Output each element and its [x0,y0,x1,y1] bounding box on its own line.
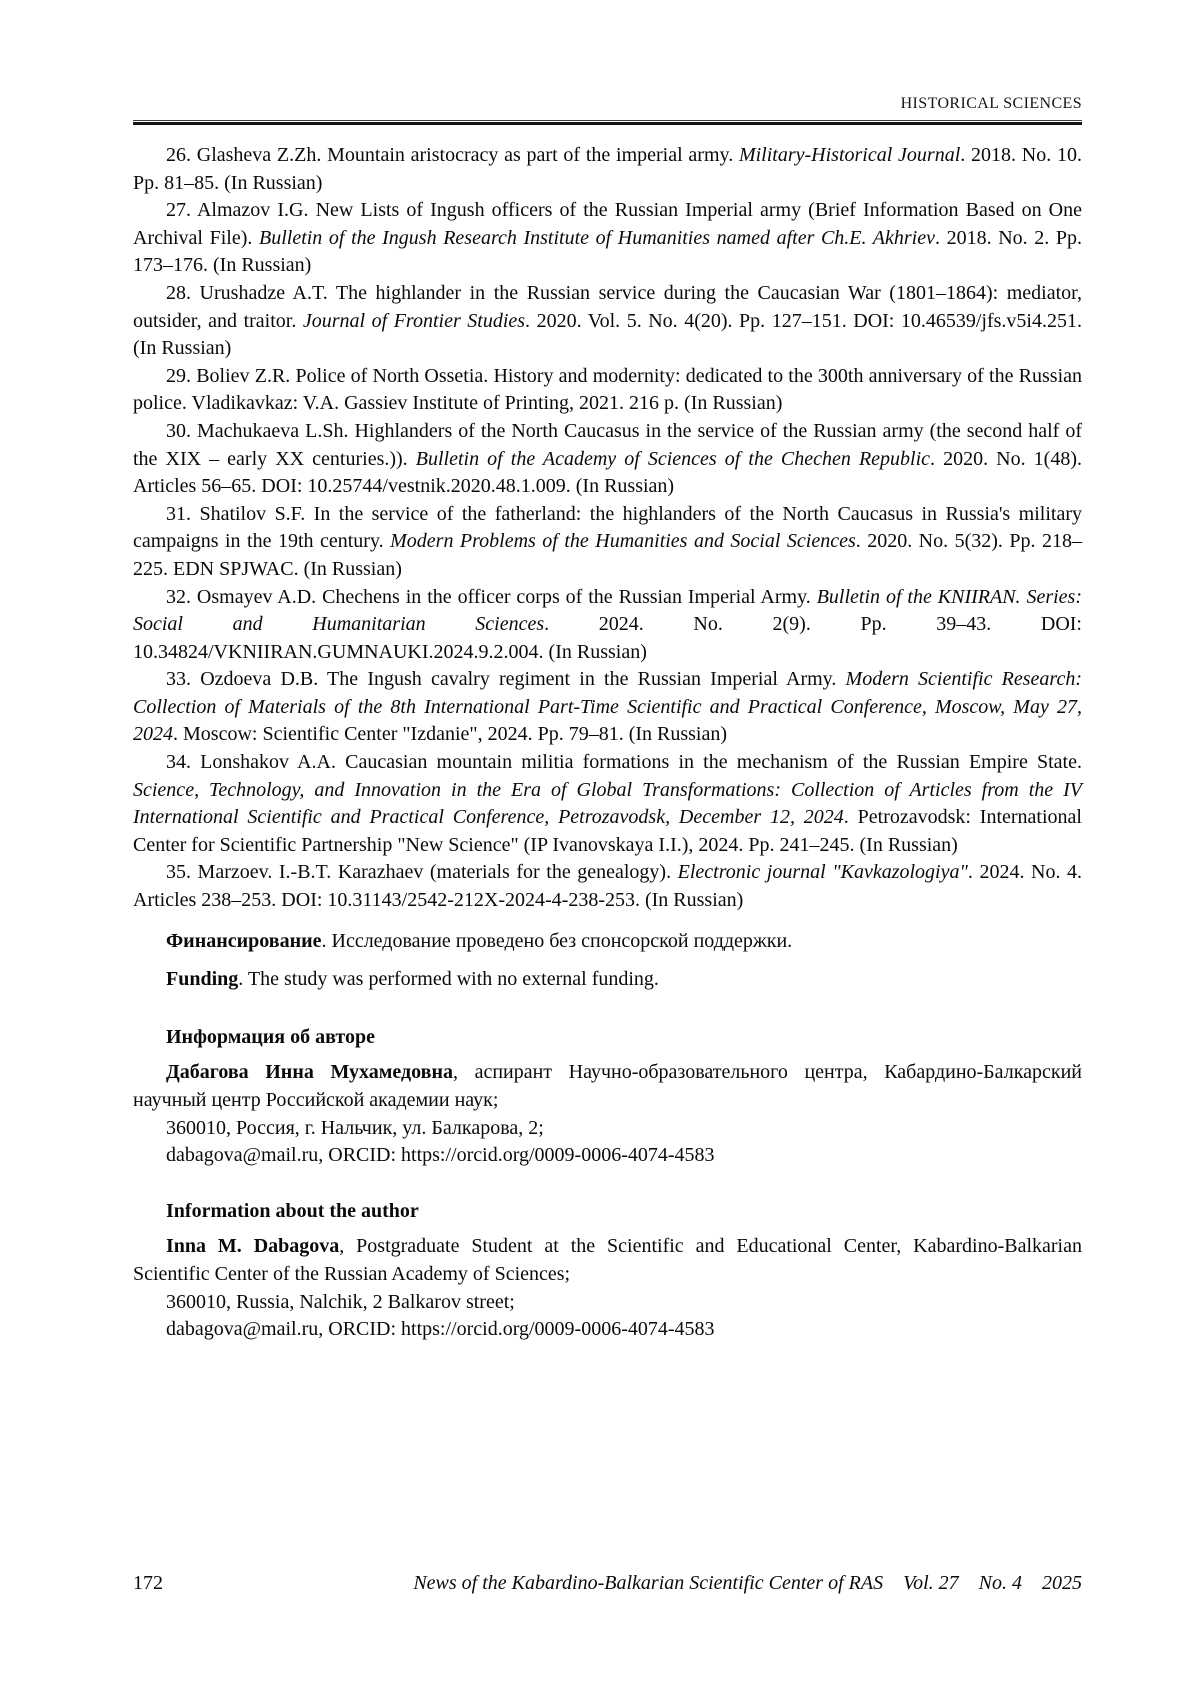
text-segment: Journal of Frontier Studies [302,309,526,332]
text-segment: Modern Scientific Research: Collection of Materials of the 8th International Part-Time Scientific and Practical Conference, Moscow, May 27, 2024 [133,668,1082,746]
text-segment: Electronic journal "Kavkazologiya" [677,861,968,884]
text-segment: . Исследование проведено без спонсорской поддержки. [321,929,793,952]
text-segment: 27. Almazov I.G. New Lists of Ingush officers of the Russian Imperial army (Brief Information Based on One Archival File). [133,199,1082,249]
reference-item [133,859,1082,914]
reference-item [133,584,1082,667]
reference-item [133,418,1082,501]
text-segment: 31. Shatilov S.F. In the service of the fatherland: the highlanders of the North Caucasus in Russia's military campaigns in the 19th century. [133,502,1082,553]
text-segment: Funding [166,968,239,991]
text-segment: . 2024. No. 2(9). Pp. 39–43. DOI: 10.34824/VKNIIRAN.GUMNAUKI.2024.9.2.004. (In Russian) [133,613,1082,663]
text-segment: Финансирование [166,929,322,952]
section-label: HISTORICAL SCIENCES [900,95,1082,112]
text-segment: . 2024. No. 4. Articles 238–253. DOI: 10.31143/2542-212X-2024-4-238-253. (In Russian) [133,861,1082,912]
page-number: 172 [133,1572,163,1594]
running-header [133,96,1082,112]
text-segment: , Postgraduate Student at the Scientific and Educational Center, Kabardino-Balkarian Scientific Center of the Russian Academy of Sciences; [133,1235,1082,1285]
footer-issue: No. 4 [978,1572,1022,1594]
text-segment: , аспирант Научно-образовательного центра, Кабардино-Балкарский научный центр Российской академии наук; [133,1061,1082,1111]
author-info-heading-en: Information about the author [166,1199,419,1222]
text-segment: Inna M. Dabagova [166,1235,340,1258]
author-address-en: 360010, Russia, Nalchik, 2 Balkarov street; [166,1290,515,1313]
reference-item [133,197,1082,280]
footer-journal-line [413,1570,1082,1598]
header-rule [133,120,1082,125]
author-info-section-ru [133,1024,1082,1170]
author-contact-ru: dabagova@mail.ru, ORCID: https://orcid.org/0009-0006-4074-4583 [166,1144,715,1167]
text-segment: Military-Historical Journal [738,144,961,166]
text-segment: 29. Boliev Z.R. Police of North Ossetia. History and modernity: dedicated to the 300th anniversary of the Russian police. Vladikavkaz: V.A. Gassiev Institute of Printing, 2021. 216 p. (In Russian) [133,364,1082,415]
text-segment: 32. Osmayev A.D. Chechens in the officer corps of the Russian Imperial Army. [166,585,817,608]
funding-note-en [133,966,1082,994]
text-segment: Science, Technology, and Innovation in the Era of Global Transformations: Collection of Articles from the IV International Scientific and Practical Conference, Petrozavodsk, December 12, 2024 [133,778,1082,829]
text-segment: 33. Ozdoeva D.B. The Ingush cavalry regiment in the Russian Imperial Army. [166,668,846,691]
text-segment: . 2020. No. 5(32). Pp. 218–225. EDN SPJWAC. (In Russian) [133,530,1082,580]
text-segment: . Petrozavodsk: International Center for Scientific Partnership "New Science" (IP Ivanovskaya I.I.), 2024. Pp. 241–245. (In Russian) [133,806,1082,856]
text-segment: . 2020. No. 1(48). Articles 56–65. DOI: 10.25744/vestnik.2020.48.1.009. (In Russian) [133,447,1082,498]
author-bio-en [133,1233,1082,1288]
reference-item [133,280,1082,363]
page-footer [133,1570,1082,1598]
reference-item [133,363,1082,418]
footer-volume: Vol. 27 [903,1572,959,1594]
reference-item [133,142,1082,197]
funding-note-ru [133,928,1082,956]
author-address-ru: 360010, Россия, г. Нальчик, ул. Балкарова, 2; [166,1116,544,1139]
text-segment: Bulletin of the KNIIRAN. Series: Social and Humanitarian Sciences [133,585,1083,636]
text-segment: . 2018. No. 2. Pp. 173–176. (In Russian) [133,226,1082,277]
author-contact-en: dabagova@mail.ru, ORCID: https://orcid.org/0009-0006-4074-4583 [166,1318,715,1341]
text-segment: Modern Problems of the Humanities and Social Sciences [390,530,856,553]
author-info-heading-ru: Информация об авторе [166,1025,375,1048]
footer-year: 2025 [1042,1572,1082,1594]
text-segment: . 2020. Vol. 5. No. 4(20). Pp. 127–151. DOI: 10.46539/jfs.v5i4.251. (In Russian) [133,309,1082,360]
text-segment: 34. Lonshakov A.A. Caucasian mountain militia formations in the mechanism of the Russian Empire State. [166,751,1082,774]
text-segment: Bulletin of the Ingush Research Institute of Humanities named after Ch.E. Akhriev [258,226,935,249]
text-segment: . 2018. No. 10. Pp. 81–85. (In Russian) [133,144,1082,194]
text-segment: 30. Machukaeva L.Sh. Highlanders of the North Caucasus in the service of the Russian army (the second half of the XIX – early XX centuries.)). [133,419,1082,470]
text-segment: 35. Marzoev. I.-B.T. Karazhaev (materials for the genealogy). [166,861,678,884]
text-segment: 28. Urushadze A.T. The highlander in the Russian service during the Caucasian War (1801–1864): mediator, outsider, and traitor. [133,281,1082,332]
funding-block [133,928,1082,994]
text-segment: 26. Glasheva Z.Zh. Mountain aristocracy as part of the imperial army. [166,144,739,166]
reference-item [133,501,1082,584]
footer-journal-title: News of the Kabardino-Balkarian Scientific Center of RAS [413,1572,884,1594]
text-segment: . The study was performed with no external funding. [238,968,659,991]
text-segment: Дабагова Инна Мухамедовна [166,1061,453,1084]
reference-item [133,666,1082,749]
author-info-section-en [133,1198,1082,1344]
references-list [133,142,1082,915]
reference-item [133,749,1082,859]
author-bio-ru [133,1059,1082,1114]
text-segment: Bulletin of the Academy of Sciences of the Chechen Republic [415,447,931,470]
text-segment: . Moscow: Scientific Center "Izdanie", 2024. Pp. 79–81. (In Russian) [173,723,728,746]
